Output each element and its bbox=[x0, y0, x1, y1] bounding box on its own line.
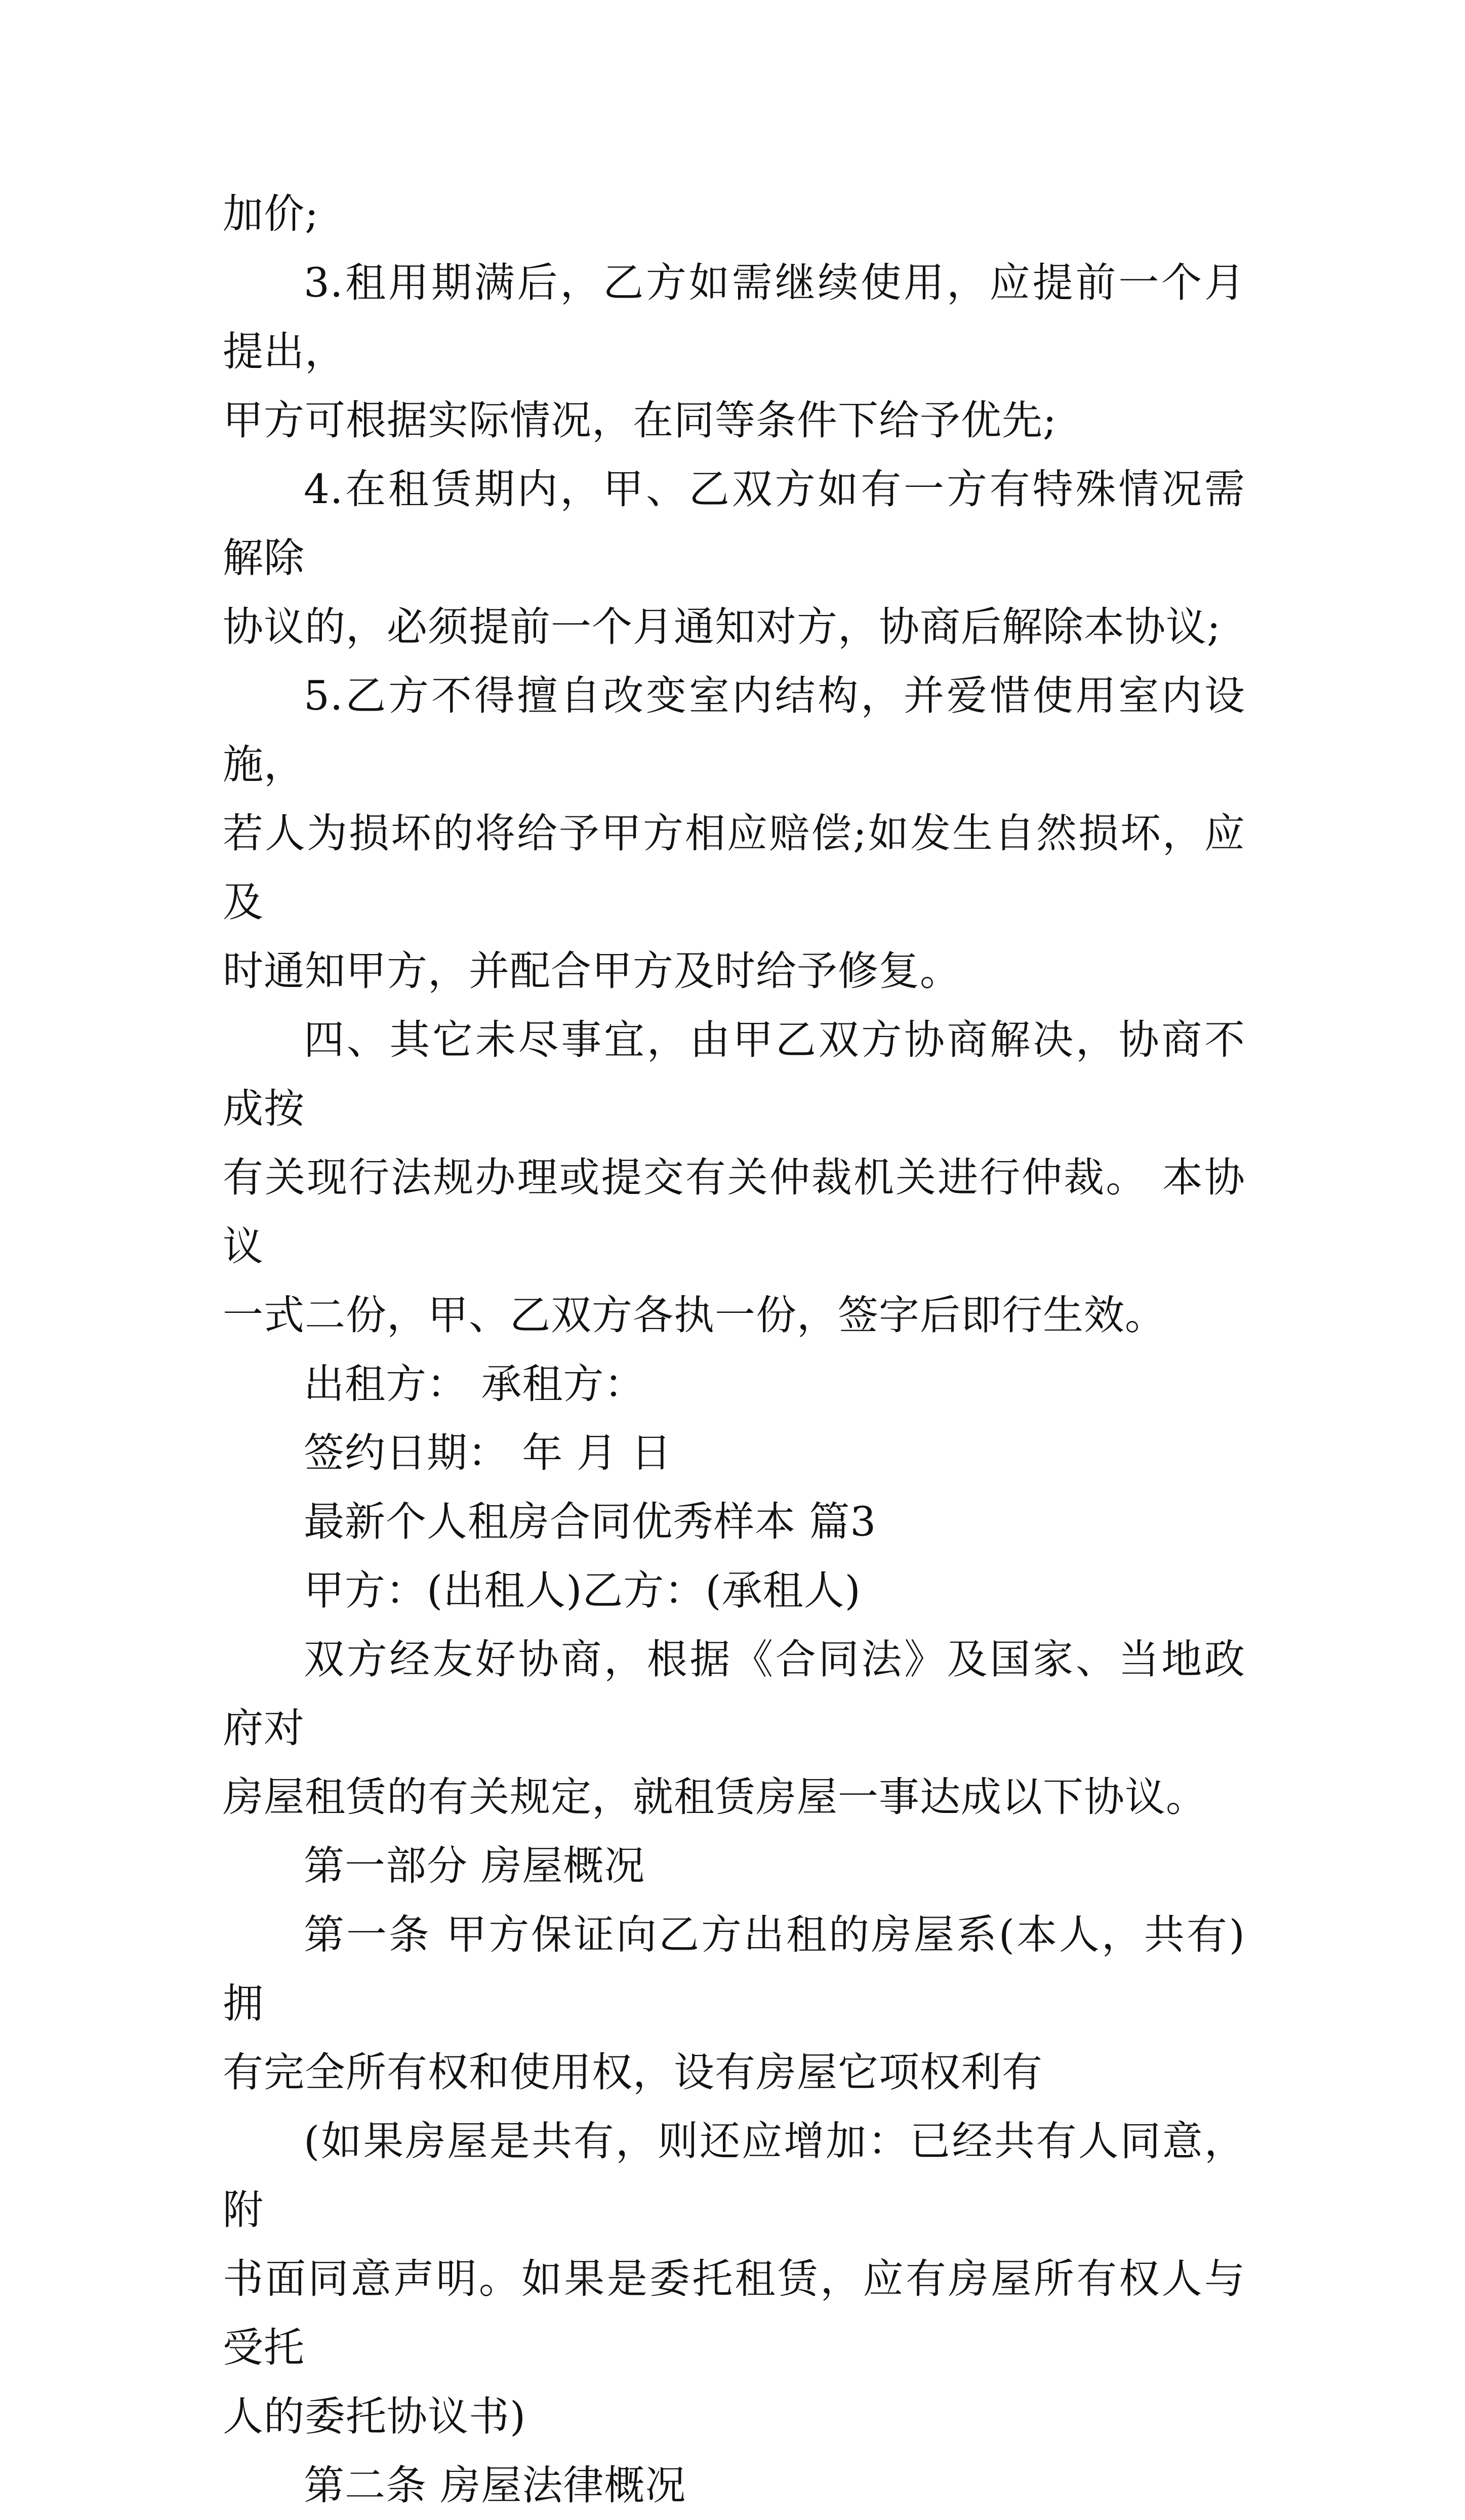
text-line: 书面同意声明。如果是委托租赁，应有房屋所有权人与受托 bbox=[223, 2255, 1245, 2371]
text-line: 3.租用期满后，乙方如需继续使用，应提前一个月提出， bbox=[223, 259, 1245, 375]
text-line: 有完全所有权和使用权，设有房屋它项权利有 bbox=[223, 2049, 1043, 2096]
text-line: 有关现行法规办理或提交有关仲裁机关进行仲裁。 本协议 bbox=[223, 1154, 1245, 1270]
signature-parties-line bbox=[223, 1350, 1245, 1419]
part-heading bbox=[223, 1832, 1245, 1901]
paragraph bbox=[223, 249, 1245, 455]
text-line: 协议的，必须提前一个月通知对方，协商后解除本协议; bbox=[223, 603, 1221, 650]
text-line: (如果房屋是共有，则还应增加：已经共有人同意，附 bbox=[223, 2118, 1245, 2234]
text-line: 最新个人租房合同优秀样本 篇3 bbox=[304, 1498, 877, 1545]
text-line: 第一部分 房屋概况 bbox=[304, 1842, 645, 1889]
text-line: 第一条 甲方保证向乙方出租的房屋系(本人，共有)拥 bbox=[223, 1911, 1245, 2027]
text-line: 时通知甲方，并配合甲方及时给予修复。 bbox=[223, 947, 961, 995]
text-line: 甲方：(出租人)乙方：(承租人) bbox=[304, 1567, 861, 1614]
section-heading bbox=[223, 1488, 1245, 1556]
text-line: 房屋租赁的有关规定，就租赁房屋一事达成以下协议。 bbox=[223, 1773, 1207, 1821]
paragraph bbox=[223, 662, 1245, 1006]
paragraph bbox=[223, 1006, 1245, 1350]
text-line: 一式二份，甲、乙双方各执一份，签字后即行生效。 bbox=[223, 1292, 1166, 1339]
text-line: 加价; bbox=[223, 190, 319, 237]
paragraph bbox=[223, 180, 1245, 249]
article-paragraph bbox=[223, 1901, 1245, 2107]
text-line: 第二条 房屋法律概况 bbox=[304, 2462, 686, 2509]
text-line: 5.乙方不得擅自改变室内结构，并爱惜使用室内设施， bbox=[223, 672, 1245, 788]
text-line: 签约日期： 年 月 日 bbox=[304, 1429, 672, 1476]
text-line: 四、其它未尽事宜，由甲乙双方协商解决，协商不成按 bbox=[223, 1016, 1245, 1132]
text-line: 出租方： 承租方： bbox=[304, 1360, 645, 1408]
text-line: 4.在租赁期内，甲、乙双方如有一方有特殊情况需解除 bbox=[223, 466, 1245, 582]
paragraph bbox=[223, 2107, 1245, 2451]
article-heading bbox=[223, 2451, 1245, 2520]
document-body bbox=[223, 180, 1245, 2520]
text-line: 若人为损坏的将给予甲方相应赔偿;如发生自然损坏，应及 bbox=[223, 810, 1245, 926]
signing-date-line bbox=[223, 1419, 1245, 1488]
paragraph bbox=[223, 1625, 1245, 1832]
text-line: 甲方可根据实际情况，在同等条件下给予优先; bbox=[223, 397, 1057, 444]
text-line: 人的委托协议书) bbox=[223, 2393, 526, 2440]
paragraph bbox=[223, 455, 1245, 662]
paragraph bbox=[223, 1556, 1245, 1625]
text-line: 双方经友好协商，根据《合同法》及国家、当地政府对 bbox=[223, 1636, 1245, 1752]
